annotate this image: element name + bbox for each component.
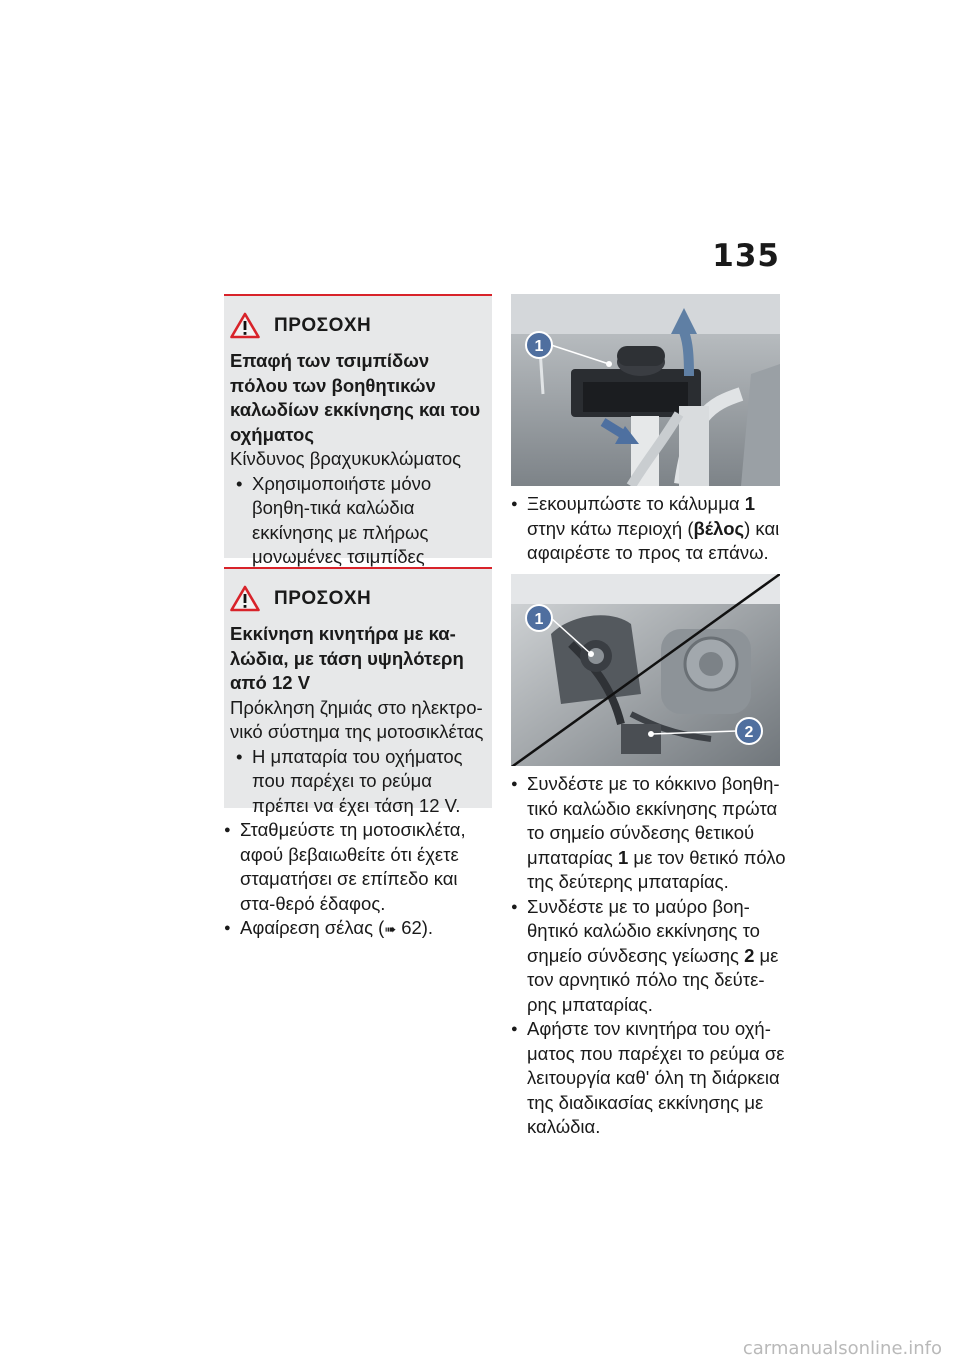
warning-subtitle: Εκκίνηση κινητήρα με κα-λώδια, με τάση υψηλότερη από 12 V: [230, 623, 464, 693]
step-remove-seat: [224, 916, 496, 942]
step-text: με τον αρνητικό πόλο της δεύτε-ρης μπαταρίας.: [527, 944, 779, 1015]
arrow-term: βέλος: [693, 517, 745, 539]
callout-ref-1: 1: [617, 846, 629, 868]
warning-header: [224, 312, 492, 339]
page-reference-arrow-icon: ➠: [384, 921, 397, 937]
callout-ref-1: 1: [744, 493, 755, 514]
callout-ref-2: 2: [744, 944, 755, 966]
warning-text: Πρόκληση ζημιάς στο ηλεκτρο-νικό σύστημα της μοτοσικλέτας: [230, 696, 484, 742]
step-text: ) και αφαιρέστε το προς τα επάνω.: [527, 517, 780, 563]
step-text: Συνδέστε με το μαύρο βοη-θητικό καλώδιο εκκίνησης το σημείο σύνδεσης γείωσης: [527, 895, 760, 966]
step-text: στην κάτω περιοχή (: [527, 517, 694, 539]
page-number: 135: [712, 238, 780, 274]
photo-battery-cover: [511, 294, 780, 486]
warning-header: [224, 585, 492, 612]
step-park-motorcycle: ● Σταθμεύστε τη μοτοσικλέτα, αφού βεβαιωθείτε ότι έχετε σταματήσει σε επίπεδο και στα-θερό έδαφος.: [224, 818, 496, 916]
watermark-footer: carmanualsonline.info: [742, 1338, 942, 1359]
right-steps-connect: [511, 772, 786, 1140]
warning-body: [224, 349, 492, 594]
battery-cover-illustration: [511, 294, 780, 486]
warning-triangle-icon: [230, 312, 260, 339]
warning-triangle-icon: [230, 585, 260, 612]
warning-title: ΠΡΟΣΟΧΗ: [274, 587, 372, 609]
warning-box-short-circuit: [224, 294, 492, 567]
warning-subtitle: Επαφή των τσιμπίδων πόλου των βοηθητικών καλωδίων εκκίνησης και του οχήματος: [230, 350, 481, 445]
step-connect-red-cable: [511, 772, 786, 895]
step-text: Ξεκουμπώστε το κάλυμμα: [527, 493, 745, 514]
photo-connection-points: [511, 574, 780, 766]
warning-body: [224, 622, 492, 818]
warning-text: Κίνδυνος βραχυκυκλώματος: [230, 448, 462, 469]
warning-bullet: • Η μπαταρία του οχήματος που παρέχει το ρεύμα πρέπει να έχει τάση 12 V.: [230, 745, 484, 819]
warning-box-voltage: [224, 567, 492, 816]
step-keep-engine-running: ● Αφήστε τον κινητήρα του οχή-ματος που παρέχει το ρεύμα σε λειτουργία καθ' όλη τη διάρκεια της διαδικασίας εκκίνησης με καλώδια.: [511, 1017, 786, 1140]
page-reference-link[interactable]: 62: [401, 917, 422, 938]
left-steps: [224, 818, 496, 942]
step-unclip-cover: [511, 492, 786, 566]
connection-points-illustration: [511, 574, 780, 766]
step-text: Αφαίρεση σέλας (: [240, 917, 385, 938]
step-text: ).: [421, 917, 434, 938]
step-text: Συνδέστε με το κόκκινο βοηθη-τικό καλώδιο εκκίνησης πρώτα το σημείο σύνδεσης θετικού μπαταρίας: [527, 773, 780, 868]
step-connect-black-cable: [511, 895, 786, 1018]
warning-bullet: • Χρησιμοποιήστε μόνο βοηθη-τικά καλώδια εκκίνησης με πλήρως μονωμένες τσιμπίδες: [230, 472, 484, 595]
callout-number-1: 1: [534, 338, 544, 355]
warning-title: ΠΡΟΣΟΧΗ: [274, 314, 372, 336]
right-step-unclip-cover: [511, 492, 786, 566]
callout-number-1: 1: [534, 611, 544, 628]
step-text: με τον θετικό πόλο της δεύτερης μπαταρίας.: [527, 846, 786, 892]
callout-number-2: 2: [744, 724, 754, 741]
